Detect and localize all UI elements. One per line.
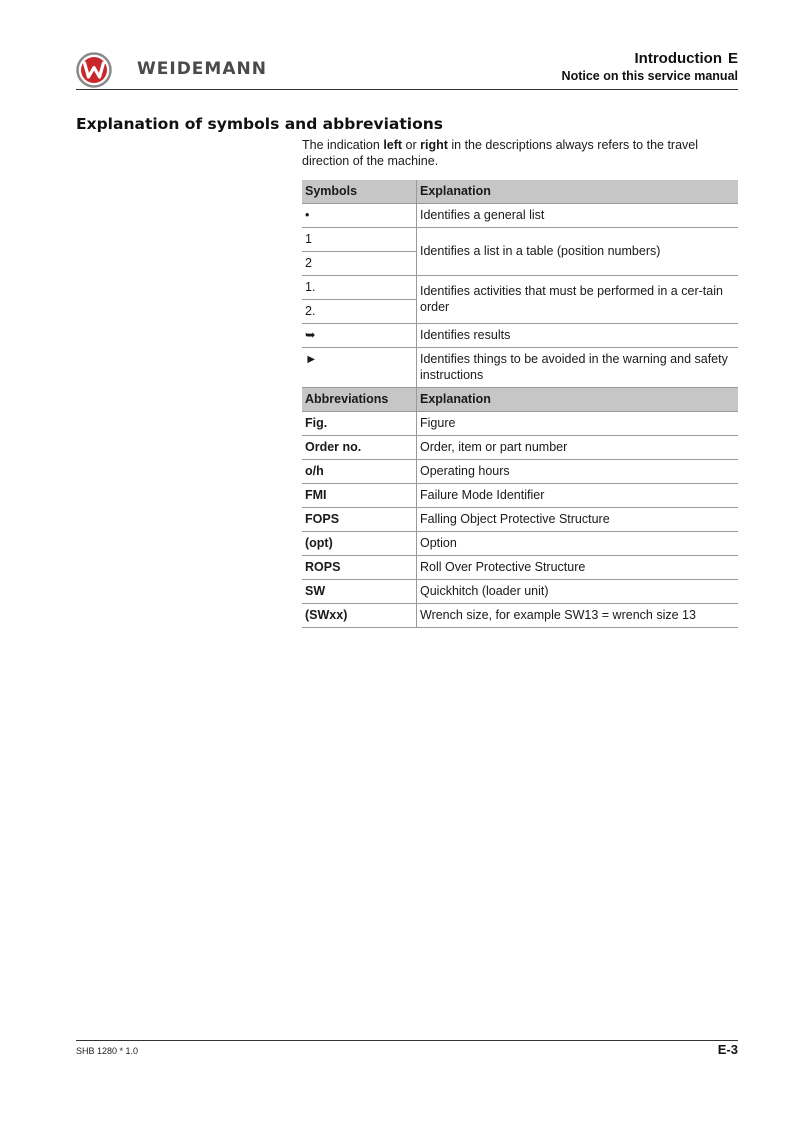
symbol-result-arrow: ➥ <box>302 324 417 348</box>
table-row <box>302 276 738 300</box>
abbreviation: Order no. <box>302 436 417 460</box>
abbreviation: (SWxx) <box>302 604 417 628</box>
intro-paragraph <box>302 137 738 169</box>
abbreviation-explanation: Order, item or part number <box>417 436 739 460</box>
explanation-column-header: Explanation <box>417 180 739 204</box>
page-number: E-3 <box>717 1042 738 1057</box>
header-divider <box>76 89 738 90</box>
abbreviation-explanation: Figure <box>417 412 739 436</box>
table-row <box>302 556 738 580</box>
abbreviation: FMI <box>302 484 417 508</box>
chapter-title <box>635 50 739 67</box>
abbreviation: Fig. <box>302 412 417 436</box>
table-row <box>302 508 738 532</box>
intro-left-word: left <box>383 138 403 152</box>
symbol-explanation: Identifies a general list <box>417 204 739 228</box>
brand-name: WEIDEMANN <box>137 59 267 79</box>
intro-text-start: The indication <box>302 138 384 152</box>
symbol-explanation: Identifies activities that must be performed in a cer-tain order <box>417 276 739 324</box>
abbreviation-explanation: Option <box>417 532 739 556</box>
chapter-name: Introduction <box>634 50 722 67</box>
table-row <box>302 324 738 348</box>
symbol-explanation: Identifies a list in a table (position numbers) <box>417 228 739 276</box>
chapter-subtitle: Notice on this service manual <box>561 69 738 83</box>
abbreviation-explanation: Falling Object Protective Structure <box>417 508 739 532</box>
section-title: Explanation of symbols and abbreviations <box>76 115 443 133</box>
symbol-bullet: • <box>302 204 417 228</box>
abbreviation: FOPS <box>302 508 417 532</box>
symbol-position-number-2: 2 <box>302 252 417 276</box>
table-row <box>302 484 738 508</box>
table-row <box>302 604 738 628</box>
abbreviation-explanation: Roll Over Protective Structure <box>417 556 739 580</box>
chapter-letter: E <box>727 50 738 67</box>
footer-divider <box>76 1040 738 1041</box>
abbreviation: (opt) <box>302 532 417 556</box>
explanation-column-header: Explanation <box>417 388 739 412</box>
symbols-header-row <box>302 180 738 204</box>
abbreviation-explanation: Wrench size, for example SW13 = wrench size 13 <box>417 604 739 628</box>
symbol-step-2: 2. <box>302 300 417 324</box>
abbreviations-column-header: Abbreviations <box>302 388 417 412</box>
abbreviation: ROPS <box>302 556 417 580</box>
abbreviations-header-row <box>302 388 738 412</box>
table-row <box>302 580 738 604</box>
intro-right-word: right <box>420 138 448 152</box>
table-row <box>302 228 738 252</box>
table-row <box>302 436 738 460</box>
table-row <box>302 532 738 556</box>
table-row <box>302 348 738 388</box>
symbols-column-header: Symbols <box>302 180 417 204</box>
abbreviation: SW <box>302 580 417 604</box>
symbols-abbreviations-table <box>302 180 738 628</box>
document-id: SHB 1280 * 1.0 <box>76 1046 139 1056</box>
abbreviation: o/h <box>302 460 417 484</box>
symbol-position-number-1: 1 <box>302 228 417 252</box>
abbreviation-explanation: Operating hours <box>417 460 739 484</box>
symbol-explanation: Identifies things to be avoided in the warning and safety instructions <box>417 348 739 388</box>
symbol-avoid-triangle: ► <box>302 348 417 388</box>
symbol-explanation: Identifies results <box>417 324 739 348</box>
symbol-step-1: 1. <box>302 276 417 300</box>
table-row <box>302 204 738 228</box>
table-row <box>302 460 738 484</box>
weidemann-logo <box>76 52 112 88</box>
intro-text-end: in the descriptions always refers to the travel direction of the machine. <box>302 138 699 168</box>
table-row <box>302 412 738 436</box>
abbreviation-explanation: Quickhitch (loader unit) <box>417 580 739 604</box>
intro-text-mid: or <box>402 138 421 152</box>
abbreviation-explanation: Failure Mode Identifier <box>417 484 739 508</box>
